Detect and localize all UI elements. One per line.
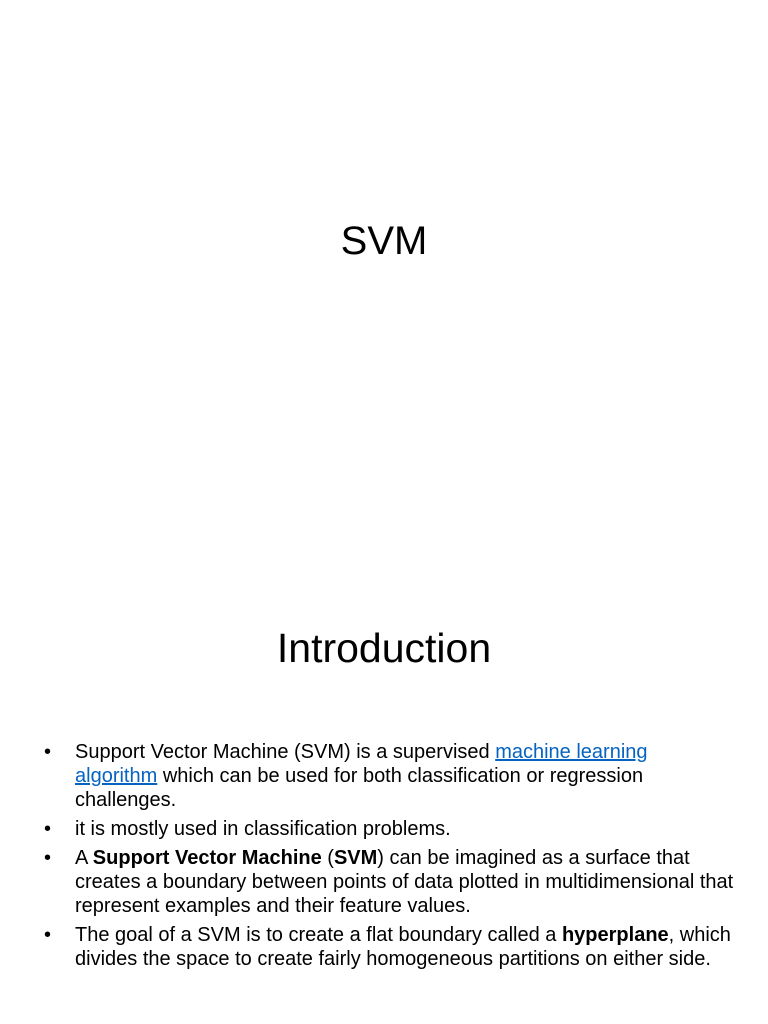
bullet-text: , which divides the space to create fairly homogeneous partitions on either side. [75, 924, 731, 970]
bullet-icon: • [44, 741, 52, 763]
bold-term: hyperplane [561, 924, 669, 946]
bold-term: SVM [333, 847, 378, 869]
bullet-text: ) can be imagined as a surface that creates a boundary between points of data plotted in multidimensional that represent examples and their feature values. [75, 847, 734, 917]
bullet-list [44, 740, 734, 976]
bullet-text: Support Vector Machine (SVM) is a supervised [75, 741, 496, 763]
bullet-icon: • [44, 818, 52, 840]
slide-heading: Introduction [276, 625, 492, 671]
bullet-item [44, 817, 734, 841]
bullet-icon: • [44, 847, 52, 869]
bullet-text: A [75, 847, 93, 869]
bullet-text: The goal of a SVM is to create a flat boundary called a [75, 924, 562, 946]
slide-title: SVM [340, 219, 428, 263]
bullet-item [44, 846, 734, 918]
introduction-slide [0, 576, 768, 1024]
bold-term: Support Vector Machine [92, 847, 322, 869]
machine-learning-link[interactable]: machine learning algorithm [75, 741, 648, 787]
bullet-icon: • [44, 924, 52, 946]
bullet-text: it is mostly used in classification problems. [75, 818, 451, 840]
bullet-text: ( [321, 847, 334, 869]
bullet-item [44, 740, 734, 812]
bullet-text: which can be used for both classification or regression challenges. [75, 765, 644, 811]
bullet-item [44, 923, 734, 971]
